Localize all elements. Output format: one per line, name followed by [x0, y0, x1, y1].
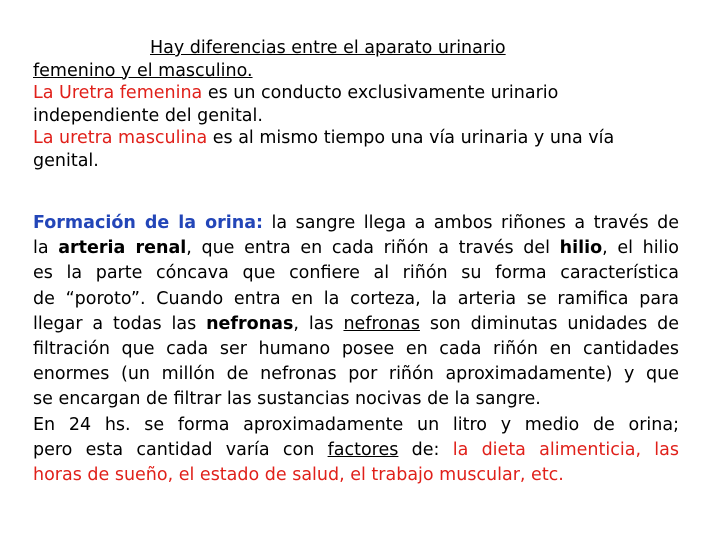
formation-line-4 [33, 287, 679, 312]
formation-line-9 [33, 413, 679, 438]
formation-text-2a: la [33, 238, 59, 259]
male-urethra-line-1 [33, 127, 673, 150]
formation-label: Formación de la orina: [33, 213, 264, 233]
female-urethra-line-1 [33, 82, 673, 105]
formation-text-9: En 24 hs. se forma aproximadamente un litro y medio de orina; [33, 414, 679, 435]
nephrons-term-bold: nefronas [206, 313, 294, 334]
formation-section [33, 211, 679, 488]
male-urethra-text-2: genital. [33, 150, 99, 171]
hilum-term: hilio [559, 238, 603, 259]
heading-line-1 [33, 37, 673, 60]
formation-text-1: la sangre llega a ambos riñones a través de [263, 213, 679, 233]
formation-line-5 [33, 312, 679, 337]
formation-line-7 [33, 362, 679, 387]
formation-line-10 [33, 438, 679, 463]
formation-line-2 [33, 236, 679, 261]
renal-artery-term: arteria renal [58, 238, 187, 259]
male-urethra-line-2 [33, 150, 673, 173]
formation-text-2e: , el hilio [602, 238, 679, 259]
formation-line-6 [33, 337, 679, 362]
formation-text-10c: de: [398, 439, 453, 460]
heading-text-2: femenino y el masculino. [33, 60, 253, 81]
factors-list-1: la dieta alimenticia, las [452, 439, 679, 460]
heading-line-2 [33, 60, 673, 83]
formation-line-8 [33, 387, 679, 412]
formation-text-10a: pero esta cantidad varía con [33, 439, 328, 460]
formation-text-2c: , que entra en cada riñón a través del [186, 238, 560, 259]
female-urethra-line-2 [33, 105, 673, 128]
factors-list-2: horas de sueño, el estado de salud, el trabajo muscular, etc. [33, 465, 564, 486]
formation-text-5a: llegar a todas las [33, 313, 207, 334]
formation-text-7: enormes (un millón de nefronas por riñón aproximadamente) y que [33, 364, 679, 385]
formation-text-6: filtración que cada ser humano posee en cada riñón en cantidades [33, 339, 679, 360]
formation-text-8: se encargan de filtrar las sustancias nocivas de la sangre. [33, 389, 541, 410]
female-urethra-text-1: es un conducto exclusivamente urinario [202, 83, 559, 103]
formation-text-5c: , las [293, 313, 344, 334]
formation-line-11 [33, 463, 679, 488]
formation-text-5e: son diminutas unidades de [419, 313, 679, 334]
formation-line-3 [33, 261, 679, 286]
female-urethra-text-2: independiente del genital. [33, 105, 263, 126]
heading-text-1: Hay diferencias entre el aparato urinario [150, 38, 506, 58]
factors-term: factores [327, 439, 399, 460]
male-urethra-label: La uretra masculina [33, 128, 208, 148]
nephrons-term-underlined: nefronas [343, 313, 420, 334]
intro-section [33, 37, 673, 172]
male-urethra-text-1: es al mismo tiempo una vía urinaria y una vía [207, 128, 615, 148]
formation-text-3: es la parte cóncava que confiere al riñón su forma característica [33, 263, 679, 284]
formation-line-1 [33, 211, 679, 236]
female-urethra-label: La Uretra femenina [33, 83, 203, 103]
formation-text-4: de “poroto”. Cuando entra en la corteza, la arteria se ramifica para [33, 288, 679, 309]
